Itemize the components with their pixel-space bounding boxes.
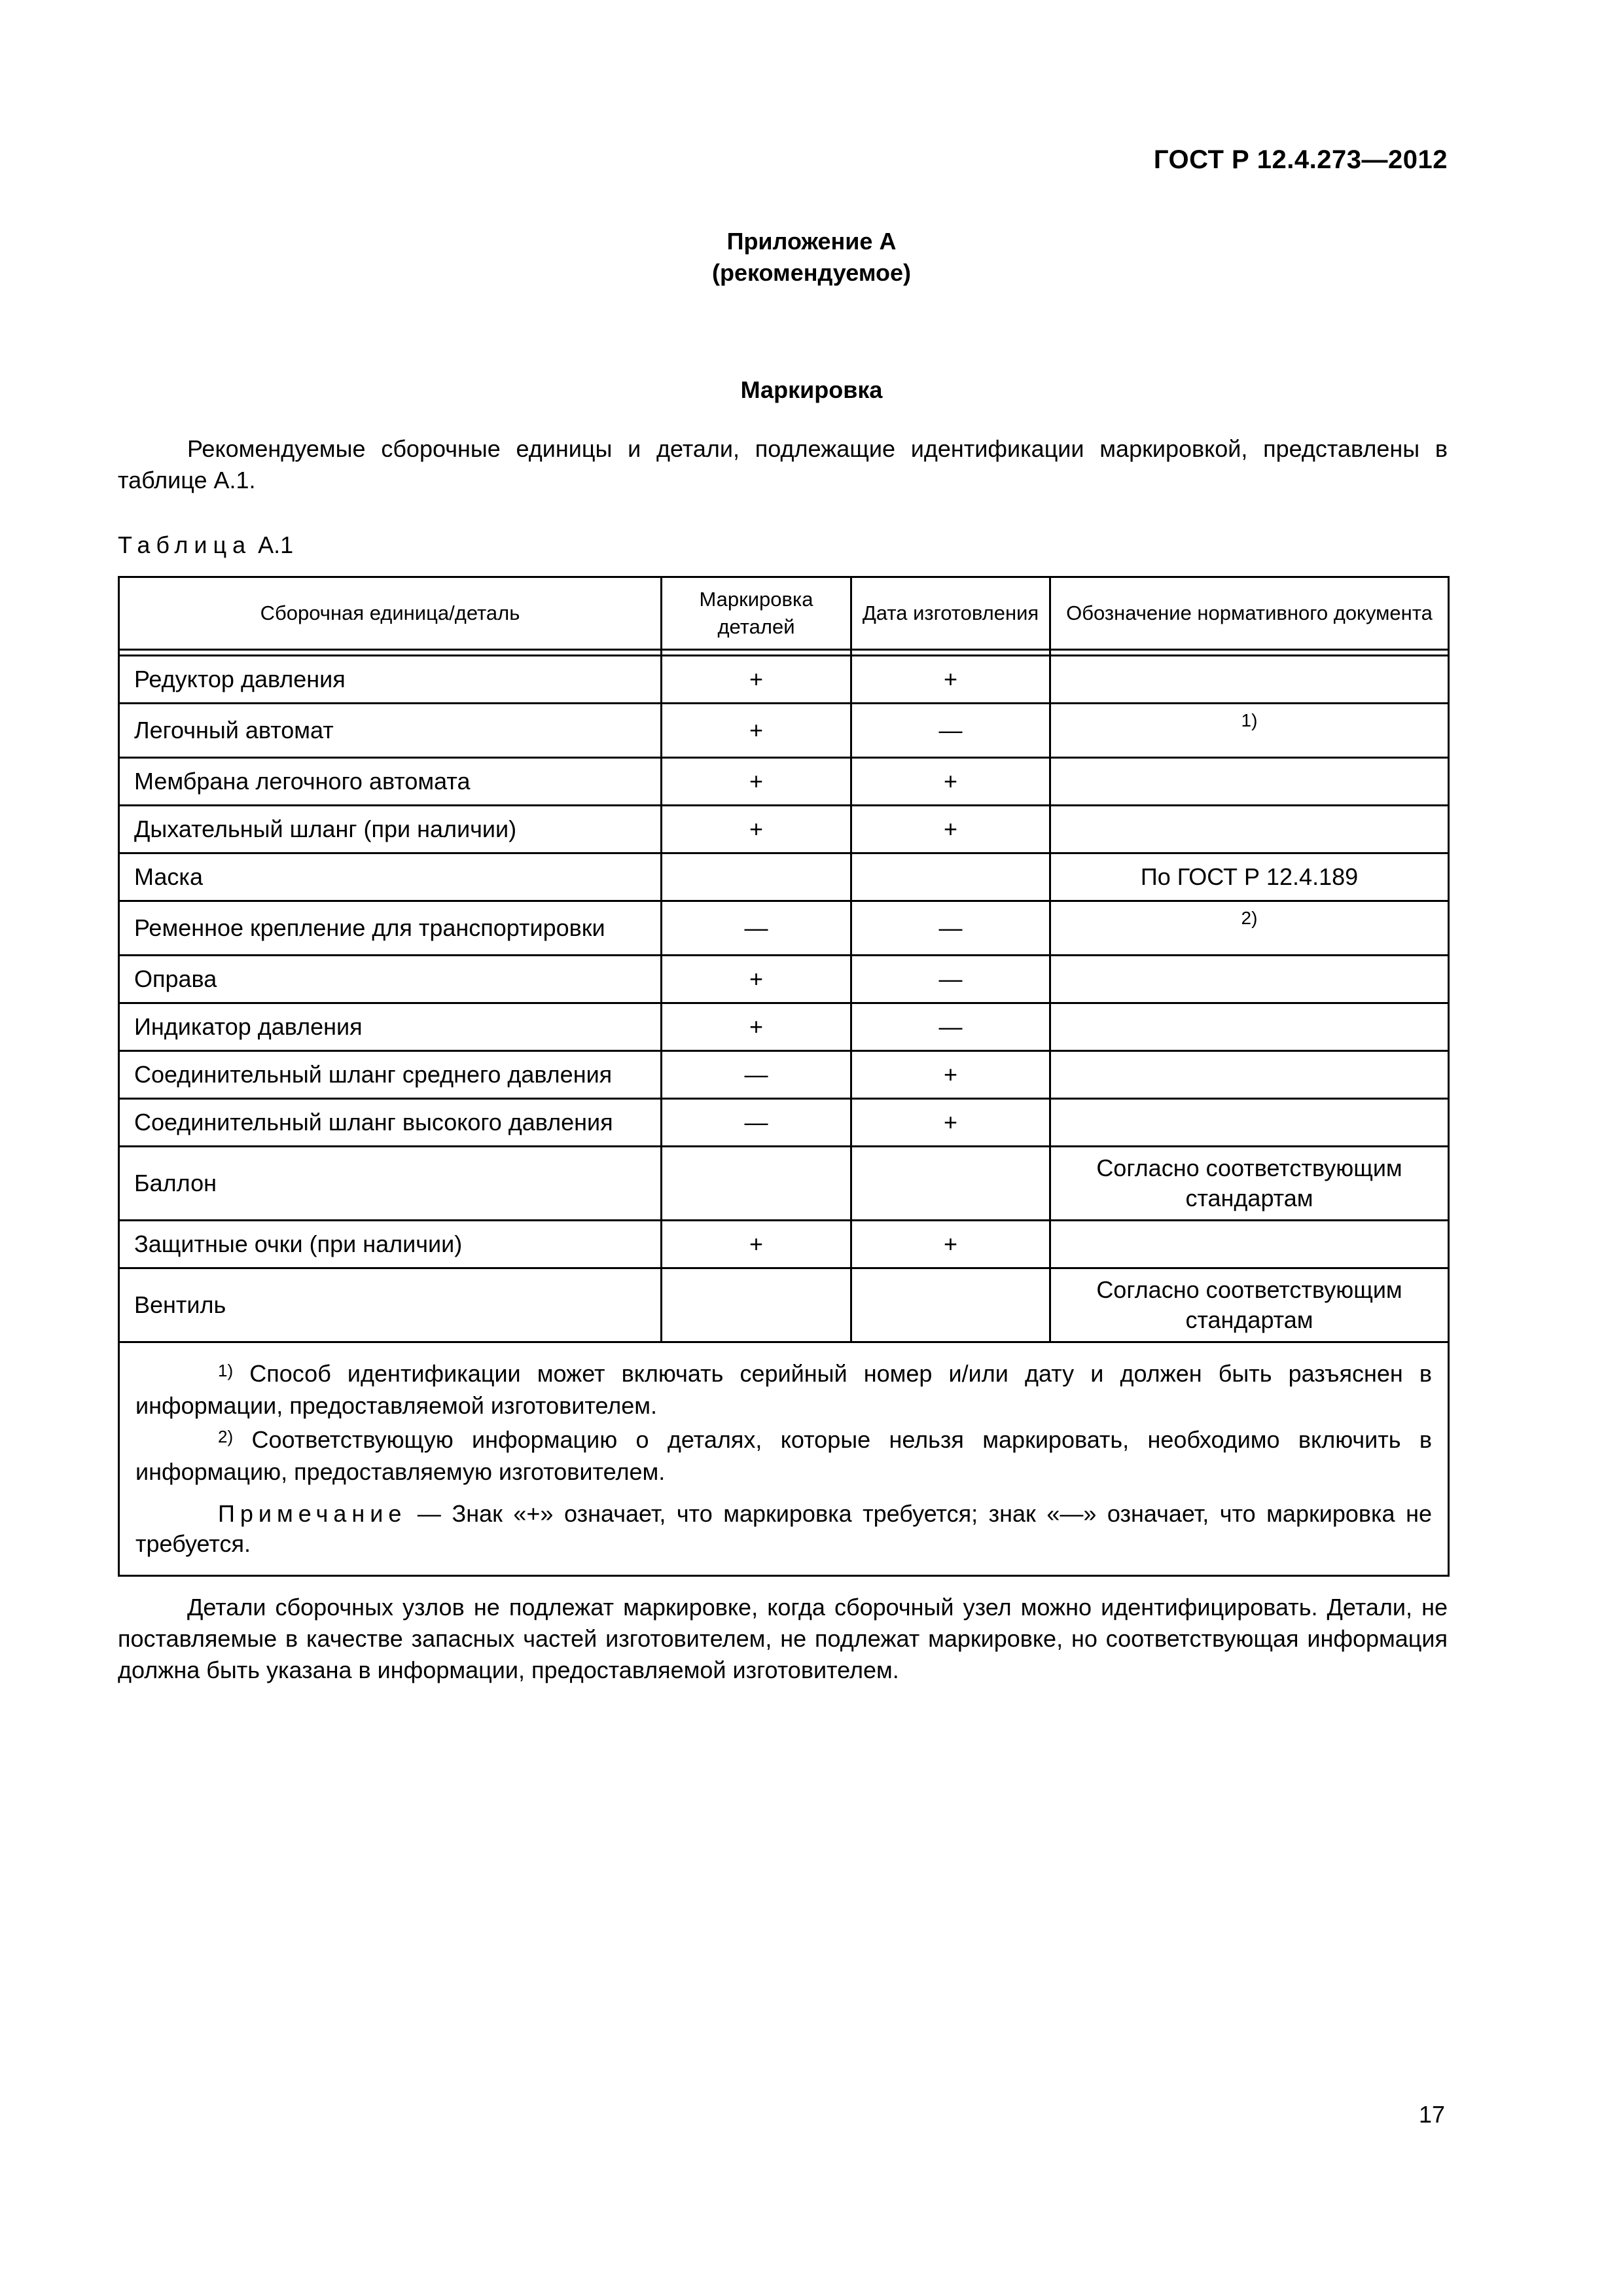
cell-marking: + bbox=[662, 1003, 851, 1051]
footnote-2-text: Соответствующую информацию о деталях, которые нельзя маркировать, необходимо включить в информацию, предоставляемую изготовителем. bbox=[135, 1426, 1432, 1485]
footnote-1-text: Способ идентификации может включать серийный номер и/или дату и должен быть разъяснен в информации, предоставляемой изготовителем. bbox=[135, 1360, 1432, 1419]
footnote-2-mark: 2) bbox=[218, 1427, 234, 1446]
cell-part: Редуктор давления bbox=[119, 656, 662, 704]
cell-marking: + bbox=[662, 656, 851, 704]
cell-part: Вентиль bbox=[119, 1268, 662, 1342]
header-date: Дата изготовления bbox=[851, 577, 1050, 650]
table-row bbox=[119, 1221, 1449, 1268]
page-number: 17 bbox=[1418, 2101, 1445, 2128]
cell-date: — bbox=[851, 704, 1050, 758]
cell-part: Оправа bbox=[119, 956, 662, 1003]
cell-part: Маска bbox=[119, 853, 662, 901]
cell-document bbox=[1050, 758, 1449, 806]
table-row bbox=[119, 1099, 1449, 1147]
cell-document bbox=[1050, 1221, 1449, 1268]
table-row bbox=[119, 1268, 1449, 1342]
appendix-title: Приложение А bbox=[726, 228, 897, 255]
cell-date: + bbox=[851, 656, 1050, 704]
cell-document bbox=[1050, 806, 1449, 853]
cell-marking: — bbox=[662, 901, 851, 956]
cell-marking bbox=[662, 1147, 851, 1221]
table-row bbox=[119, 853, 1449, 901]
cell-date bbox=[851, 1147, 1050, 1221]
cell-part: Индикатор давления bbox=[119, 1003, 662, 1051]
note-label: Примечание bbox=[218, 1500, 407, 1527]
intro-paragraph bbox=[118, 433, 1448, 496]
note-text: — Знак «+» означает, что маркировка требуется; знак «—» означает, что маркировка не требуется. bbox=[135, 1500, 1432, 1557]
table-row bbox=[119, 1051, 1449, 1099]
table-header-row bbox=[119, 577, 1449, 650]
footnote-1-mark: 1) bbox=[218, 1361, 234, 1380]
cell-date: — bbox=[851, 956, 1050, 1003]
table-caption-word: Таблица bbox=[118, 531, 252, 558]
cell-part: Дыхательный шланг (при наличии) bbox=[119, 806, 662, 853]
table-row bbox=[119, 704, 1449, 758]
table-row bbox=[119, 758, 1449, 806]
cell-part: Мембрана легочного автомата bbox=[119, 758, 662, 806]
footnote-1 bbox=[135, 1359, 1432, 1421]
table-row bbox=[119, 956, 1449, 1003]
cell-part: Ременное крепление для транспортировки bbox=[119, 901, 662, 956]
cell-date bbox=[851, 853, 1050, 901]
cell-marking: — bbox=[662, 1051, 851, 1099]
cell-date: + bbox=[851, 758, 1050, 806]
cell-document: По ГОСТ Р 12.4.189 bbox=[1050, 853, 1449, 901]
cell-part: Защитные очки (при наличии) bbox=[119, 1221, 662, 1268]
cell-document bbox=[1050, 1051, 1449, 1099]
cell-part: Соединительный шланг высокого давления bbox=[119, 1099, 662, 1147]
table-note bbox=[135, 1499, 1432, 1559]
header-document: Обозначение нормативного документа bbox=[1050, 577, 1449, 650]
footnote-2 bbox=[135, 1425, 1432, 1487]
cell-marking: + bbox=[662, 1221, 851, 1268]
header-marking: Маркировка деталей bbox=[662, 577, 851, 650]
table-notes bbox=[119, 1342, 1449, 1576]
cell-date: — bbox=[851, 901, 1050, 956]
header-separator bbox=[119, 650, 1449, 656]
table-caption bbox=[118, 531, 293, 559]
appendix-subtitle: (рекомендуемое) bbox=[712, 259, 911, 286]
table-row bbox=[119, 806, 1449, 853]
cell-document-footnote-ref: 2) bbox=[1050, 901, 1449, 956]
table-caption-number: А.1 bbox=[258, 531, 294, 558]
cell-date: + bbox=[851, 806, 1050, 853]
cell-marking: + bbox=[662, 806, 851, 853]
cell-marking: + bbox=[662, 956, 851, 1003]
cell-part: Соединительный шланг среднего давления bbox=[119, 1051, 662, 1099]
table-notes-row bbox=[119, 1342, 1449, 1576]
cell-marking: + bbox=[662, 758, 851, 806]
cell-document bbox=[1050, 656, 1449, 704]
cell-marking bbox=[662, 853, 851, 901]
cell-document: Согласно соответствующим стандартам bbox=[1050, 1147, 1449, 1221]
cell-date: + bbox=[851, 1221, 1050, 1268]
cell-date: + bbox=[851, 1051, 1050, 1099]
cell-document bbox=[1050, 1003, 1449, 1051]
cell-date bbox=[851, 1268, 1050, 1342]
standard-code: ГОСТ Р 12.4.273—2012 bbox=[1153, 145, 1448, 174]
table-row bbox=[119, 1147, 1449, 1221]
outro-paragraph-text: Детали сборочных узлов не подлежат маркировке, когда сборочный узел можно идентифицировать. Детали, не поставляемые в качестве запасных частей изготовителем, не подлежат маркировке, но соответствующая информация должна быть указана в информации, предоставляемой изготовителем. bbox=[118, 1594, 1448, 1683]
table-row bbox=[119, 901, 1449, 956]
table-row bbox=[119, 1003, 1449, 1051]
cell-document-footnote-ref: 1) bbox=[1050, 704, 1449, 758]
section-title: Маркировка bbox=[740, 376, 883, 403]
outro-paragraph bbox=[118, 1592, 1448, 1686]
cell-date: — bbox=[851, 1003, 1050, 1051]
intro-paragraph-text: Рекомендуемые сборочные единицы и детали, подлежащие идентификации маркировкой, представлены в таблице А.1. bbox=[118, 435, 1448, 493]
cell-part: Легочный автомат bbox=[119, 704, 662, 758]
cell-part: Баллон bbox=[119, 1147, 662, 1221]
cell-date: + bbox=[851, 1099, 1050, 1147]
cell-marking: + bbox=[662, 704, 851, 758]
cell-marking: — bbox=[662, 1099, 851, 1147]
cell-document bbox=[1050, 1099, 1449, 1147]
table-row bbox=[119, 656, 1449, 704]
header-part: Сборочная единица/деталь bbox=[119, 577, 662, 650]
marking-table bbox=[118, 576, 1450, 1577]
cell-document bbox=[1050, 956, 1449, 1003]
cell-marking bbox=[662, 1268, 851, 1342]
cell-document: Согласно соответствующим стандартам bbox=[1050, 1268, 1449, 1342]
